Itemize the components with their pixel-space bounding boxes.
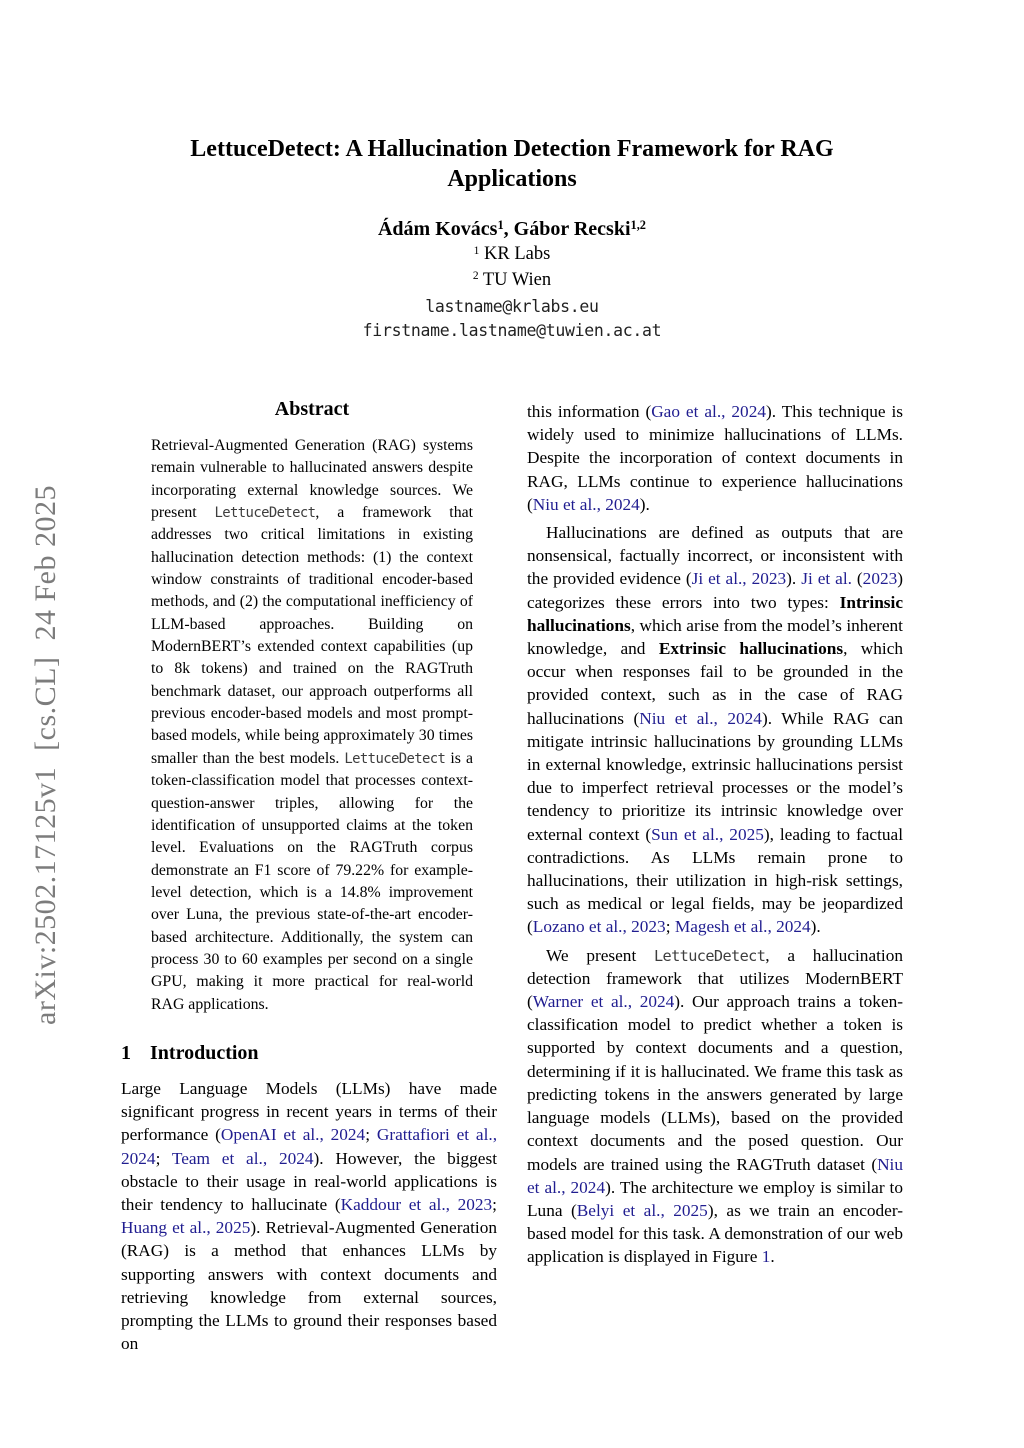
section-1-heading <box>121 1042 497 1065</box>
text-segment: ( <box>851 569 863 589</box>
citation-link[interactable]: Belyi et al., 2025 <box>576 1200 708 1220</box>
text-segment: LettuceDetect <box>653 946 766 965</box>
citation-link[interactable]: Ji et al., 2023 <box>691 569 787 589</box>
text-segment: , which occur when responses fail to be grounded in the provided context, such as in the case of RAG hallucinations ( <box>527 639 903 728</box>
citation-link[interactable]: Warner et al., 2024 <box>532 992 675 1012</box>
citation-link[interactable]: Ji et al. <box>801 569 852 589</box>
text-segment: 2 <box>472 270 479 283</box>
text-segment: ; <box>665 917 675 937</box>
citation-link[interactable]: Kaddour et al., 2023 <box>340 1194 493 1214</box>
right-col-paragraph-1 <box>527 400 903 516</box>
text-segment: LettuceDetect <box>344 750 446 767</box>
citation-link[interactable]: Magesh et al., 2024 <box>674 917 811 937</box>
text-segment: , which arise from the model’s inherent knowledge, and <box>527 615 903 659</box>
text-segment: ). While RAG can mitigate intrinsic hallucinations by grounding LLMs in external knowledge, extrinsic hallucinations persist due to imperfect retrieval processes or the model’s tendency to prioritize its intrinsic knowledge over external context ( <box>527 708 904 844</box>
text-segment: ), as we train an encoder-based model for this task. A demonstration of our web application is displayed in Figure <box>527 1200 903 1267</box>
text-segment: 1 <box>497 218 504 233</box>
text-segment: ). <box>810 917 821 937</box>
text-segment: 1 <box>473 244 480 257</box>
paper-header <box>0 134 1024 343</box>
citation-link[interactable]: Sun et al., 2025 <box>651 824 764 844</box>
arxiv-watermark: arXiv:2502.17125v1 [cs.CL] 24 Feb 2025 <box>29 485 62 1025</box>
text-segment: 1,2 <box>630 218 646 233</box>
citation-link[interactable]: OpenAI et al., 2024 <box>220 1125 366 1145</box>
abstract-text <box>151 435 473 1016</box>
citation-link[interactable]: Niu et al., 2024 <box>527 1154 903 1197</box>
text-segment: . <box>770 1247 775 1267</box>
text-segment: ). However, the biggest obstacle to their usage in real-world applications is their tendency to hallucinate ( <box>121 1148 497 1214</box>
citation-link[interactable]: Team et al., 2024 <box>171 1148 314 1168</box>
text-segment: , Gábor Recski <box>503 218 631 240</box>
text-segment: Hallucinations are defined as outputs that are nonsensical, factually incorrect, or inconsistent with the provided evidence ( <box>527 523 903 589</box>
text-segment: ). The architecture we employ is similar to Luna ( <box>527 1177 903 1220</box>
citation-link[interactable]: Huang et al., 2025 <box>121 1218 251 1238</box>
citation-link[interactable]: Lozano et al., 2023 <box>532 917 666 937</box>
citation-link[interactable]: Niu et al., 2024 <box>532 494 640 514</box>
text-segment: ; <box>492 1194 497 1214</box>
citation-link[interactable]: 1 <box>761 1247 771 1267</box>
text-segment: KR Labs <box>479 244 551 264</box>
affiliation-kr-labs <box>0 243 1024 267</box>
text-segment: ). <box>639 494 650 514</box>
text-segment: , a hallucination detection framework that utilizes ModernBERT ( <box>527 945 903 1012</box>
left-column <box>121 398 497 1355</box>
text-segment: ). <box>786 569 802 589</box>
text-segment: ). This technique is widely used to minimize hallucinations of LLMs. Despite the incorporation of context documents in RAG, LLMs continue to experience hallucinations ( <box>527 402 904 514</box>
text-segment: ; <box>155 1148 172 1168</box>
citation-link[interactable]: Niu et al., 2024 <box>639 708 762 728</box>
text-segment: is a token-classification model that processes context-question-answer triples, allowing for the identification of unsupported claims at the token level. Evaluations on the RAGTruth corpus demonstrate an F1 score of 79.22% for example-level detection, which is a 14.8% improvement over Luna, the previous state-of-the-art encoder-based architecture. Additionally, the system can process 30 to 60 examples per second on a single GPU, making it more practical for real-world RAG applications. <box>151 749 474 1013</box>
email-krlabs: lastname@krlabs.eu <box>425 297 599 316</box>
text-segment: ; <box>365 1125 377 1145</box>
text-segment: ), leading to factual contradictions. As LLMs remain prone to hallucinations, their utilization in high-risk settings, such as medical or legal fields, may be jeopardized ( <box>527 824 903 937</box>
section-number: 1 <box>121 1041 131 1064</box>
citation-link[interactable]: Gao et al., 2024 <box>651 402 766 421</box>
affiliation-tu-wien <box>0 269 1024 293</box>
text-segment: Retrieval-Augmented Generation (RAG) systems remain vulnerable to hallucinated answers despite incorporating external knowledge sources. We present <box>151 437 473 522</box>
text-segment: ) categorizes these errors into two types: <box>527 569 903 612</box>
text-segment: this information ( <box>527 402 652 421</box>
section-title: Introduction <box>150 1041 259 1064</box>
citation-link[interactable]: 2023 <box>862 569 898 589</box>
authors-line <box>0 218 1024 241</box>
right-col-paragraph-3 <box>527 944 903 1269</box>
text-segment: Ádám Kovács <box>377 218 498 240</box>
email-tuwien: firstname.lastname@tuwien.ac.at <box>362 321 662 340</box>
text-segment: TU Wien <box>478 269 552 290</box>
text-segment: Extrinsic hallucinations <box>658 639 844 659</box>
intro-paragraph-1 <box>121 1077 497 1355</box>
text-segment: ). Retrieval-Augmented Generation (RAG) is a method that enhances LLMs by supporting answers with context documents and retrieving knowledge from external sources, prompting the LLMs to ground their responses based on <box>121 1218 498 1354</box>
right-column <box>527 398 903 1269</box>
text-segment: LettuceDetect <box>214 505 316 522</box>
text-segment: ). Our approach trains a token-classification model to predict whether a token is supported by context documents and a question, determining if it is hallucinated. We frame this task as predicting tokens in the answers generated by large language models (LLMs), based on the provided context documents and the posed question. Our models are trained using the RAGTruth dataset ( <box>527 992 904 1174</box>
text-segment: We present <box>546 945 654 965</box>
text-segment: Large Language Models (LLMs) have made significant progress in recent years in terms of their performance ( <box>121 1078 497 1145</box>
text-segment: Intrinsic hallucinations <box>527 592 903 635</box>
right-col-paragraph-2 <box>527 521 903 939</box>
citation-link[interactable]: Grattafiori et al., 2024 <box>121 1125 498 1168</box>
text-segment: , a framework that addresses two critical limitations in existing hallucination detection methods: (1) the context window constraints of traditional encoder-based methods, and (2) the computational inefficiency of LLM-based approaches. Building on ModernBERT’s extended context capabilities (up to 8k tokens) and trained on the RAGTruth benchmark dataset, our approach outperforms all previous encoder-based models and most prompt-based models, while being approximately 30 times smaller than the best models. <box>151 504 473 767</box>
abstract-heading: Abstract <box>274 398 350 420</box>
paper-title: LettuceDetect: A Hallucination Detection Framework for RAG Applications <box>190 136 834 192</box>
